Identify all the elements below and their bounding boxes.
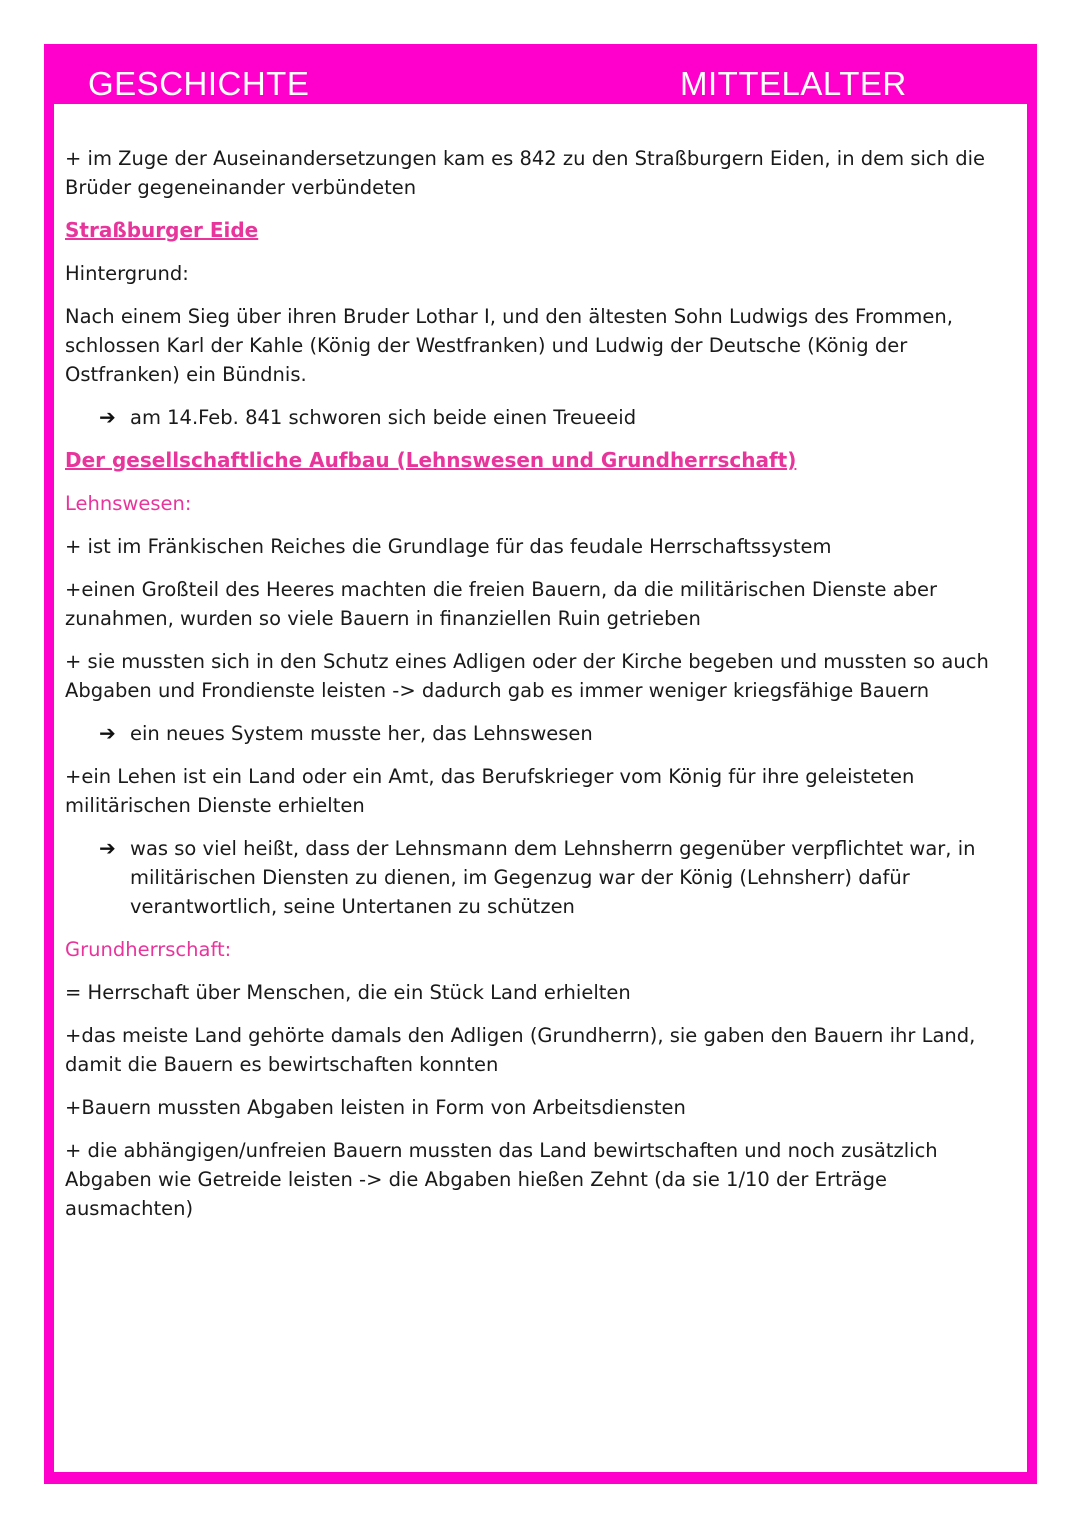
paragraph: + ist im Fränkischen Reiches die Grundlage für das feudale Herrschaftssystem xyxy=(65,535,832,558)
topic-title: MITTELALTER xyxy=(680,65,907,102)
paragraph: +einen Großteil des Heeres machten die freien Bauern, da die militärischen Dienste aber zunahmen, wurden so viele Bauern in finanziellen Ruin getrieben xyxy=(65,578,938,630)
arrow-bullet-text: ein neues System musste her, das Lehnswesen xyxy=(130,722,593,745)
arrow-bullet xyxy=(65,834,1010,921)
label-hintergrund: Hintergrund: xyxy=(65,262,189,285)
paragraph: Nach einem Sieg über ihren Bruder Lothar I, und den ältesten Sohn Ludwigs des Frommen, schlossen Karl der Kahle (König der Westfranken) und Ludwig der Deutsche (König der Ostfranken) ein Bündnis. xyxy=(65,305,953,386)
right-arrow-icon: ➔ xyxy=(99,836,116,860)
paragraph: + sie mussten sich in den Schutz eines Adligen oder der Kirche begeben und mussten so auch Abgaben und Frondienste leisten -> dadurch gab es immer weniger kriegsfähige Bauern xyxy=(65,650,989,702)
subheading-lehnswesen: Lehnswesen: xyxy=(65,492,192,515)
section-heading-gesellschaftlicher-aufbau: Der gesellschaftliche Aufbau (Lehnswesen und Grundherrschaft) xyxy=(65,448,797,472)
document-body xyxy=(65,144,1010,1237)
arrow-bullet xyxy=(65,403,1010,432)
paragraph: + die abhängigen/unfreien Bauern mussten das Land bewirtschaften und noch zusätzlich Abgaben wie Getreide leisten -> die Abgaben hießen Zehnt (da sie 1/10 der Erträge ausmachten) xyxy=(65,1139,938,1220)
right-arrow-icon: ➔ xyxy=(99,405,116,429)
right-arrow-icon: ➔ xyxy=(99,721,116,745)
subheading-grundherrschaft: Grundherrschaft: xyxy=(65,938,232,961)
arrow-bullet-text: am 14.Feb. 841 schworen sich beide einen Treueeid xyxy=(130,406,637,429)
paragraph: = Herrschaft über Menschen, die ein Stück Land erhielten xyxy=(65,981,631,1004)
content-area xyxy=(54,104,1027,1472)
subject-title: GESCHICHTE xyxy=(88,65,310,102)
paragraph: + im Zuge der Auseinandersetzungen kam es 842 zu den Straßburgern Eiden, in dem sich die Brüder gegeneinander verbündeten xyxy=(65,147,985,199)
arrow-bullet xyxy=(65,719,1010,748)
paragraph: +ein Lehen ist ein Land oder ein Amt, das Berufskrieger vom König für ihre geleisteten militärischen Dienste erhielten xyxy=(65,765,915,817)
section-heading-strassburger-eide: Straßburger Eide xyxy=(65,218,259,242)
arrow-bullet-text: was so viel heißt, dass der Lehnsmann dem Lehnsherrn gegenüber verpflichtet war, in militärischen Diensten zu dienen, im Gegenzug war der König (Lehnsherr) dafür verantwortlich, seine Untertanen zu schützen xyxy=(130,837,976,918)
page-header xyxy=(44,44,1037,104)
paragraph: +Bauern mussten Abgaben leisten in Form von Arbeitsdiensten xyxy=(65,1096,686,1119)
paragraph: +das meiste Land gehörte damals den Adligen (Grundherrn), sie gaben den Bauern ihr Land, damit die Bauern es bewirtschaften konnten xyxy=(65,1024,976,1076)
page-frame xyxy=(44,44,1037,1484)
